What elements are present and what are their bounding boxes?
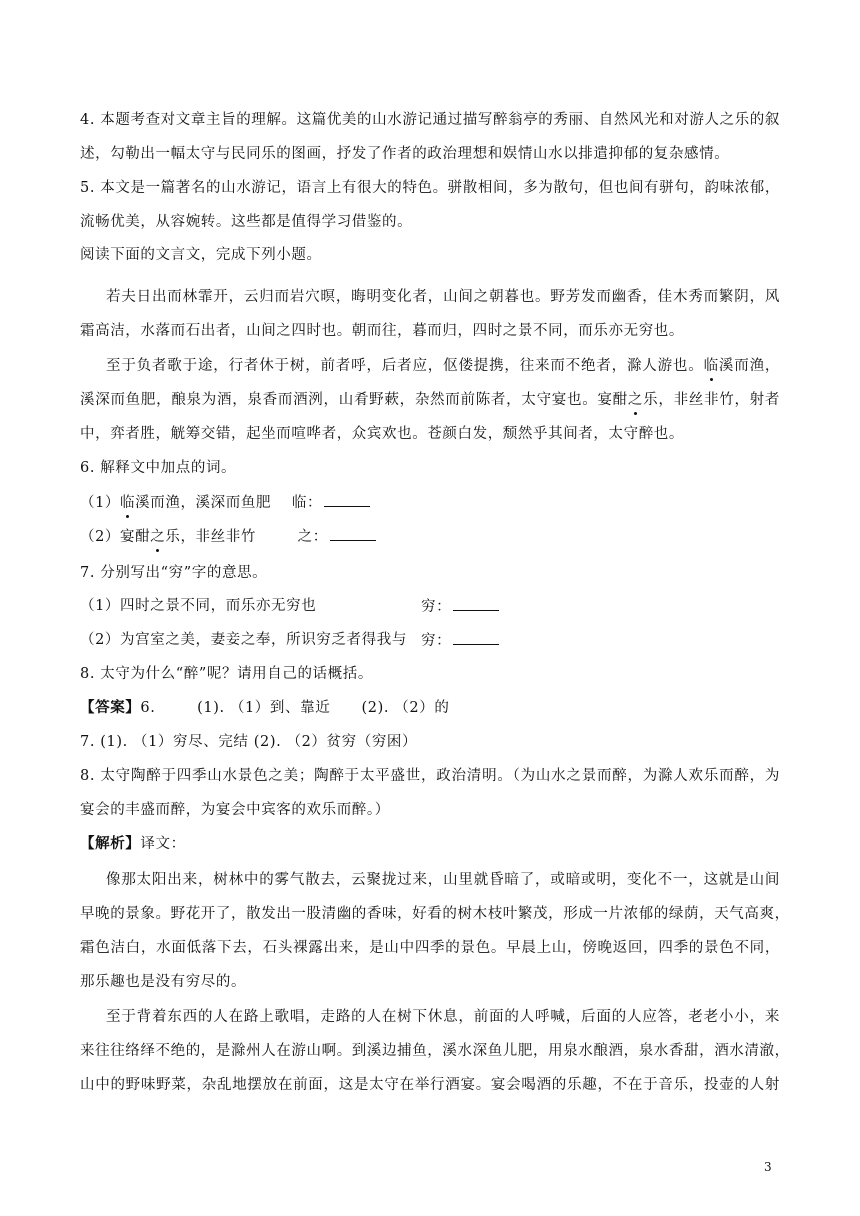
passage-text: 溪深而鱼肥，酿泉为酒，泉香而酒洌，山肴野蔌，杂然而前陈者，太守宴也。宴酣 (80, 392, 628, 408)
passage-p2-line-3: 中，弈者胜，觥筹交错，起坐而喧哗者，众宾欢也。苍颜白发，颓然乎其间者，太守醉也。 (80, 426, 684, 442)
q5-line-2: 流畅优美，从容婉转。这些都是值得学习借鉴的。 (80, 214, 413, 230)
analysis-tag: 【解析】 (80, 835, 141, 852)
answer-8-line-1: 8. 太守陶醉于四季山水景色之美；陶醉于太平盛世，政治清明。（为山水之景而醉，为滁人欢乐而醉，为 (80, 768, 780, 784)
question-7: 7. 分别写出“穷”字的意思。 (80, 565, 268, 581)
question-7-1 (80, 596, 780, 616)
dotted-word: 之 (150, 529, 166, 545)
answer-6 (80, 698, 780, 718)
passage-text: 乐，非丝非竹，射者 (643, 392, 780, 408)
q-text: （2）为宫室之美，妻妾之奉，所识穷乏者得我与 (80, 632, 407, 648)
q-label (421, 596, 499, 617)
answer-text: 6. (1). （1）到、靠近 (2). （2）的 (140, 700, 450, 716)
q-label (421, 630, 499, 651)
answer-blank (330, 526, 376, 541)
question-8: 8. 太守为什么“醉”呢？请用自己的话概括。 (80, 666, 373, 682)
q-text: 溪而渔，溪深而鱼肥 临： (135, 495, 323, 511)
question-6-1 (80, 492, 780, 513)
passage-p1-line-1: 若夫日出而林霏开，云归而岩穴暝，晦明变化者，山间之朝暮也。野芳发而幽香，佳木秀而繁阴，风 (106, 289, 780, 305)
passage-p1-line-2: 霜高洁，水落而石出者，山间之四时也。朝而往，暮而归，四时之景不同，而乐亦无穷也。 (80, 323, 684, 339)
dotted-word: 之 (627, 392, 644, 408)
answer-8-line-2: 宴会的丰盛而醉，为宴会中宾客的欢乐而醉。） (80, 802, 390, 818)
passage-text: 溪而渔， (718, 358, 780, 374)
dotted-word: 临 (703, 358, 719, 374)
question-7-2 (80, 630, 780, 650)
q4-line-2: 述，勾勒出一幅太守与民同乐的图画，抒发了作者的政治理想和娱情山水以排遣抑郁的复杂感情。 (80, 146, 730, 162)
translation-p2-line-1: 至于背着东西的人在路上歌唱，走路的人在树下休息，前面的人呼喊，后面的人应答，老老小小，来 (106, 1009, 780, 1025)
question-6-2 (80, 526, 780, 547)
translation-label: 译文： (140, 836, 186, 852)
translation-p2-line-2: 来往往络绎不绝的，是滁州人在游山啊。到溪边捕鱼，溪水深鱼儿肥，用泉水酿酒，泉水香甜，酒水清澈， (80, 1043, 790, 1059)
page-number: 3 (764, 1160, 772, 1174)
q4-line-1: 4. 本题考查对文章主旨的理解。这篇优美的山水游记通过描写醉翁亭的秀丽、自然风光和对游人之乐的叙 (80, 112, 780, 128)
answer-blank (453, 596, 499, 611)
reading-intro: 阅读下面的文言文，完成下列小题。 (80, 247, 322, 263)
translation-p1-line-3: 霜色洁白，水面低落下去，石头裸露出来，是山中四季的景色。早晨上山，傍晚返回，四季的景色不同， (80, 940, 780, 956)
q-label-text: 穷： (421, 599, 452, 615)
translation-p1-line-1: 像那太阳出来，树林中的雾气散去，云聚拢过来，山里就昏暗了，或暗或明，变化不一，这就是山间 (106, 872, 780, 888)
translation-p2-line-3: 山中的野味野菜，杂乱地摆放在前面，这是太守在举行酒宴。宴会喝酒的乐趣，不在于音乐，投壶的人射 (80, 1077, 780, 1093)
answer-tag: 【答案】 (80, 699, 141, 716)
answer-7: 7. (1). （1）穷尽、完结 (2). （2）贫穷（穷困） (80, 734, 418, 750)
answer-blank (324, 492, 370, 507)
translation-p1-line-4: 那乐趣也是没有穷尽的。 (80, 974, 247, 990)
question-6: 6. 解释文中加点的词。 (80, 460, 237, 476)
answer-blank (453, 630, 499, 645)
q-prefix: （2）宴酣 (80, 529, 151, 545)
q-label-text: 穷： (421, 633, 452, 649)
passage-text: 至于负者歌于途，行者休于树，前者呼，后者应，伛偻提携，往来而不绝者，滁人游也。 (106, 358, 704, 374)
translation-p1-line-2: 早晚的景象。野花开了，散发出一股清幽的香味，好看的树木枝叶繁茂，形成一片浓郁的绿荫，天气高爽， (80, 906, 790, 922)
q-text: 乐，非丝非竹 之： (165, 529, 328, 545)
q-prefix: （1） (80, 495, 121, 511)
passage-p2-line-2 (80, 390, 780, 410)
dotted-word: 临 (120, 495, 136, 511)
q5-line-1: 5. 本文是一篇著名的山水游记，语言上有很大的特色。骈散相间，多为散句，但也间有骈句，韵味浓郁， (80, 180, 780, 196)
passage-p2-line-1 (106, 356, 780, 376)
q-text: （1）四时之景不同，而乐亦无穷也 (80, 598, 317, 614)
analysis-heading (80, 834, 780, 854)
